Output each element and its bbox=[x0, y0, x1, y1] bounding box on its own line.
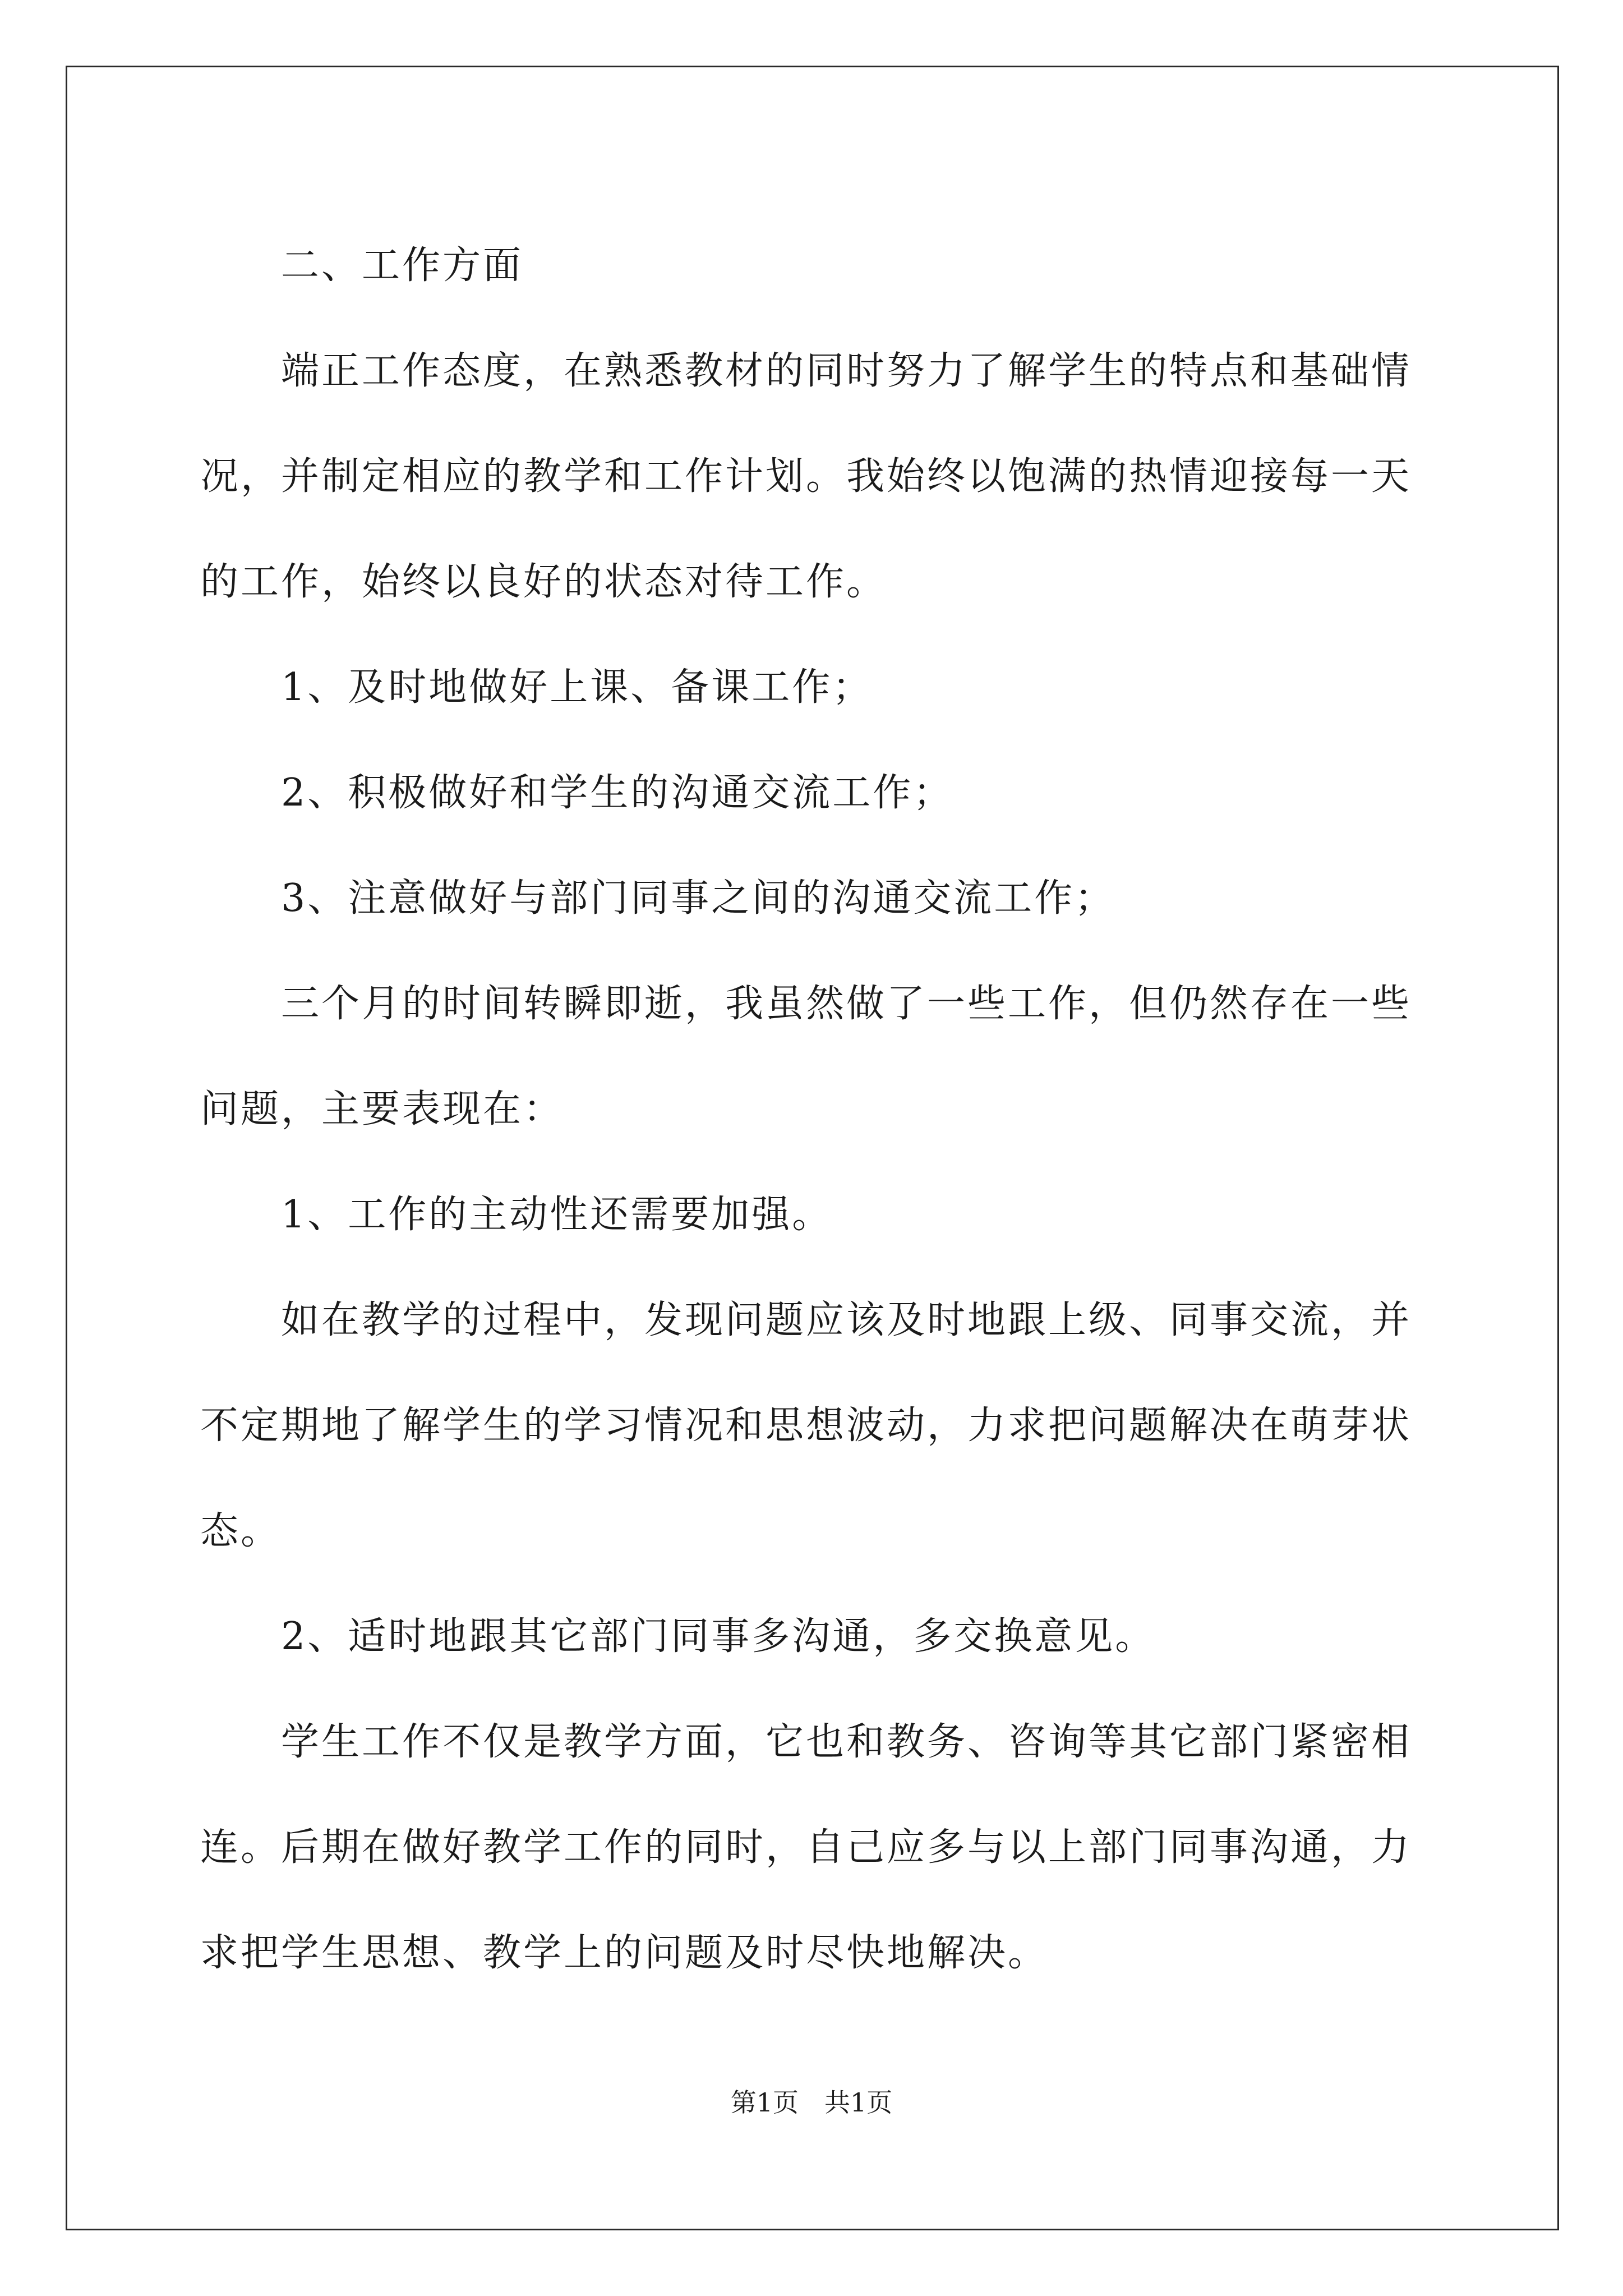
text-line: 1、工作的主动性还需要加强。 bbox=[281, 1193, 833, 1237]
text-line: 2、积极做好和学生的沟通交流工作； bbox=[281, 771, 954, 815]
text-line: 2、适时地跟其它部门同事多沟通，多交换意见。 bbox=[281, 1614, 1156, 1659]
list-item bbox=[200, 635, 1434, 740]
text-line: 二、工作方面 bbox=[281, 243, 524, 288]
paragraph bbox=[200, 1690, 1434, 2006]
text-line: 态。 bbox=[200, 1509, 282, 1553]
list-item bbox=[200, 1584, 1434, 1690]
page-footer: 第1页 共1页 bbox=[730, 2087, 893, 2118]
text-line: 学生工作不仅是教学方面，它也和教务、咨询等其它部门紧密相 bbox=[281, 1720, 1412, 1764]
text-line: 端正工作态度，在熟悉教材的同时努力了解学生的特点和基础情 bbox=[281, 349, 1412, 393]
text-line: 求把学生思想、教学上的问题及时尽快地解决。 bbox=[200, 1931, 1049, 1975]
list-item bbox=[200, 740, 1434, 846]
paragraph bbox=[200, 951, 1434, 1162]
section-heading bbox=[200, 213, 1434, 319]
text-line: 问题，主要表现在： bbox=[200, 1087, 564, 1131]
text-line: 不定期地了解学生的学习情况和思想波动，力求把问题解决在萌芽状 bbox=[200, 1404, 1412, 1448]
text-line: 3、注意做好与部门同事之间的沟通交流工作； bbox=[281, 876, 1115, 921]
paragraph bbox=[200, 1268, 1434, 1584]
text-line: 况，并制定相应的教学和工作计划。我始终以饱满的热情迎接每一天 bbox=[200, 454, 1412, 499]
paragraph bbox=[200, 319, 1434, 635]
text-line: 三个月的时间转瞬即逝，我虽然做了一些工作，但仍然存在一些 bbox=[281, 982, 1412, 1026]
text-line: 连。后期在做好教学工作的同时，自己应多与以上部门同事沟通，力 bbox=[200, 1825, 1412, 1870]
text-line: 如在教学的过程中，发现问题应该及时地跟上级、同事交流，并 bbox=[281, 1298, 1412, 1342]
text-line: 的工作，始终以良好的状态对待工作。 bbox=[200, 560, 887, 604]
list-item bbox=[200, 846, 1434, 951]
document-body bbox=[200, 213, 1434, 2006]
list-item bbox=[200, 1162, 1434, 1268]
text-line: 1、及时地做好上课、备课工作； bbox=[281, 665, 873, 710]
